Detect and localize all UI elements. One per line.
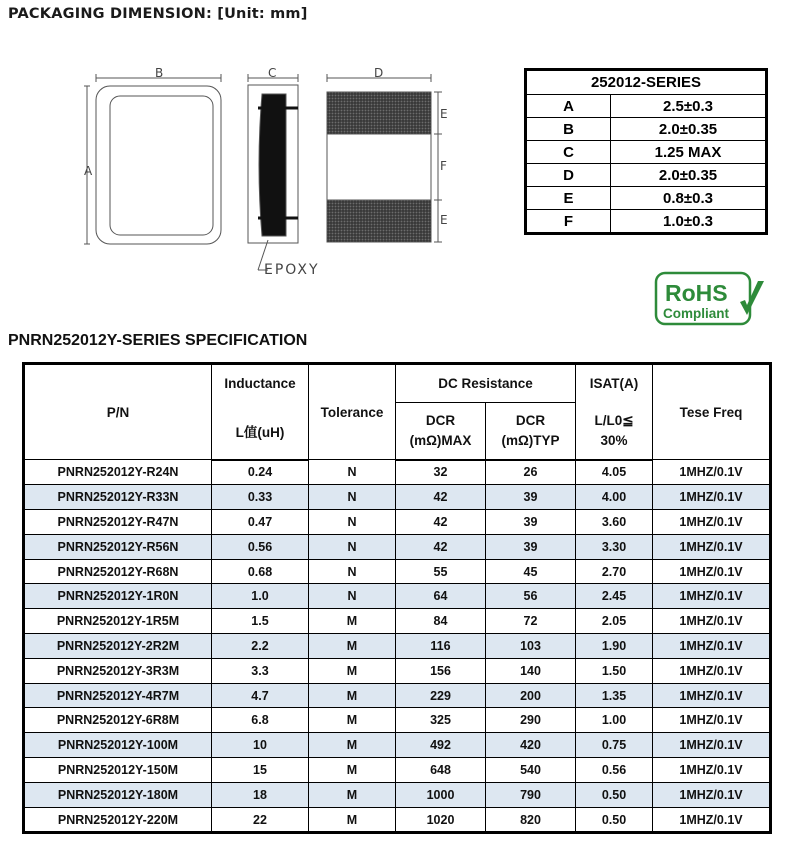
tolerance-cell: M — [309, 733, 396, 758]
dim-label-d: D — [374, 66, 384, 80]
dim-key: A — [526, 95, 611, 118]
inductance-cell: 18 — [212, 782, 309, 807]
spec-table — [22, 362, 772, 834]
test-freq-cell: 1MHZ/0.1V — [653, 559, 771, 584]
dim-value: 0.8±0.3 — [611, 187, 767, 210]
side-view — [248, 74, 298, 270]
spec-table-body — [24, 460, 771, 833]
dcr-typ-cell: 140 — [486, 658, 576, 683]
dcr-max-cell: 42 — [396, 510, 486, 535]
dcr-typ-cell: 39 — [486, 485, 576, 510]
tolerance-cell: M — [309, 807, 396, 833]
test-freq-cell: 1MHZ/0.1V — [653, 758, 771, 783]
table-row — [24, 460, 771, 485]
dcr-typ-cell: 103 — [486, 634, 576, 659]
part-number-cell: PNRN252012Y-1R5M — [24, 609, 212, 634]
dim-key: F — [526, 210, 611, 234]
test-freq-cell: 1MHZ/0.1V — [653, 683, 771, 708]
dim-label-a: A — [84, 164, 93, 178]
dim-value: 1.0±0.3 — [611, 210, 767, 234]
part-number-cell: PNRN252012Y-1R0N — [24, 584, 212, 609]
dcr-typ-cell: 39 — [486, 534, 576, 559]
test-freq-cell: 1MHZ/0.1V — [653, 460, 771, 485]
table-row — [24, 782, 771, 807]
table-row — [24, 510, 771, 535]
tolerance-cell: M — [309, 683, 396, 708]
dcr-max-cell: 492 — [396, 733, 486, 758]
test-freq-cell: 1MHZ/0.1V — [653, 708, 771, 733]
test-freq-cell: 1MHZ/0.1V — [653, 634, 771, 659]
dcr-typ-cell: 200 — [486, 683, 576, 708]
dcr-max-cell: 42 — [396, 485, 486, 510]
dcr-max-cell: 32 — [396, 460, 486, 485]
test-freq-cell: 1MHZ/0.1V — [653, 485, 771, 510]
tolerance-cell: N — [309, 559, 396, 584]
table-row — [24, 609, 771, 634]
header-tolerance: Tolerance — [309, 364, 396, 460]
part-number-cell: PNRN252012Y-220M — [24, 807, 212, 833]
rohs-text: RoHS — [665, 280, 728, 306]
part-number-cell: PNRN252012Y-R33N — [24, 485, 212, 510]
table-row — [24, 807, 771, 833]
header-dc-resistance: DC Resistance — [396, 364, 576, 403]
dim-value: 1.25 MAX — [611, 141, 767, 164]
tolerance-cell: M — [309, 609, 396, 634]
dcr-typ-cell: 820 — [486, 807, 576, 833]
dcr-max-cell: 1020 — [396, 807, 486, 833]
inductance-cell: 0.24 — [212, 460, 309, 485]
tolerance-cell: M — [309, 708, 396, 733]
part-number-cell: PNRN252012Y-180M — [24, 782, 212, 807]
dcr-typ-cell: 72 — [486, 609, 576, 634]
dim-label-f: F — [440, 159, 447, 173]
dcr-max-cell: 648 — [396, 758, 486, 783]
inductance-cell: 0.47 — [212, 510, 309, 535]
dcr-max-cell: 325 — [396, 708, 486, 733]
tolerance-cell: M — [309, 634, 396, 659]
header-dcr-max: DCR (mΩ)MAX — [396, 403, 486, 460]
part-number-cell: PNRN252012Y-R24N — [24, 460, 212, 485]
isat-cell: 4.05 — [576, 460, 653, 485]
dim-key: D — [526, 164, 611, 187]
header-dcr-typ: DCR (mΩ)TYP — [486, 403, 576, 460]
dcr-max-cell: 55 — [396, 559, 486, 584]
table-row — [24, 758, 771, 783]
dcr-max-cell: 1000 — [396, 782, 486, 807]
isat-cell: 0.56 — [576, 758, 653, 783]
test-freq-cell: 1MHZ/0.1V — [653, 658, 771, 683]
table-row — [24, 658, 771, 683]
test-freq-cell: 1MHZ/0.1V — [653, 733, 771, 758]
isat-cell: 1.50 — [576, 658, 653, 683]
isat-cell: 0.75 — [576, 733, 653, 758]
tolerance-cell: M — [309, 782, 396, 807]
tolerance-cell: M — [309, 658, 396, 683]
inductance-cell: 0.68 — [212, 559, 309, 584]
test-freq-cell: 1MHZ/0.1V — [653, 584, 771, 609]
table-row — [24, 683, 771, 708]
part-number-cell: PNRN252012Y-3R3M — [24, 658, 212, 683]
dcr-typ-cell: 39 — [486, 510, 576, 535]
dcr-max-cell: 116 — [396, 634, 486, 659]
dim-value: 2.5±0.3 — [611, 95, 767, 118]
isat-cell: 3.30 — [576, 534, 653, 559]
isat-cell: 3.60 — [576, 510, 653, 535]
front-view — [84, 74, 221, 244]
table-row — [24, 584, 771, 609]
inductance-cell: 0.56 — [212, 534, 309, 559]
inductance-cell: 0.33 — [212, 485, 309, 510]
dim-value: 2.0±0.35 — [611, 164, 767, 187]
packaging-title: PACKAGING DIMENSION: [Unit: mm] — [8, 6, 308, 22]
bottom-view — [327, 74, 442, 242]
spec-title: PNRN252012Y-SERIES SPECIFICATION — [8, 332, 308, 349]
inductance-cell: 15 — [212, 758, 309, 783]
dcr-max-cell: 84 — [396, 609, 486, 634]
inductance-cell: 2.2 — [212, 634, 309, 659]
part-number-cell: PNRN252012Y-R56N — [24, 534, 212, 559]
dcr-typ-cell: 56 — [486, 584, 576, 609]
isat-cell: 1.35 — [576, 683, 653, 708]
header-isat: ISAT(A) — [576, 364, 653, 403]
packaging-drawings — [0, 0, 520, 300]
test-freq-cell: 1MHZ/0.1V — [653, 534, 771, 559]
part-number-cell: PNRN252012Y-R68N — [24, 559, 212, 584]
header-test-freq: Tese Freq — [653, 364, 771, 460]
part-number-cell: PNRN252012Y-6R8M — [24, 708, 212, 733]
table-row — [24, 733, 771, 758]
tolerance-cell: N — [309, 460, 396, 485]
dcr-typ-cell: 26 — [486, 460, 576, 485]
table-row — [24, 485, 771, 510]
part-number-cell: PNRN252012Y-100M — [24, 733, 212, 758]
table-row — [24, 634, 771, 659]
isat-cell: 0.50 — [576, 782, 653, 807]
dim-label-e-bottom: E — [440, 213, 448, 227]
isat-cell: 2.70 — [576, 559, 653, 584]
inductance-cell: 1.0 — [212, 584, 309, 609]
dim-key: C — [526, 141, 611, 164]
test-freq-cell: 1MHZ/0.1V — [653, 609, 771, 634]
table-row — [24, 708, 771, 733]
inductance-cell: 10 — [212, 733, 309, 758]
table-row — [24, 559, 771, 584]
table-row — [24, 534, 771, 559]
header-isat-condition: L/L0≦ 30% — [576, 403, 653, 460]
dcr-typ-cell: 790 — [486, 782, 576, 807]
dim-value: 2.0±0.35 — [611, 118, 767, 141]
dim-label-e-top: E — [440, 107, 448, 121]
dim-label-c: C — [268, 66, 277, 80]
tolerance-cell: N — [309, 534, 396, 559]
dim-label-b: B — [155, 66, 164, 80]
dcr-typ-cell: 290 — [486, 708, 576, 733]
part-number-cell: PNRN252012Y-2R2M — [24, 634, 212, 659]
test-freq-cell: 1MHZ/0.1V — [653, 807, 771, 833]
dimension-table — [524, 68, 768, 235]
tolerance-cell: M — [309, 758, 396, 783]
dcr-max-cell: 229 — [396, 683, 486, 708]
inductance-cell: 4.7 — [212, 683, 309, 708]
compliant-text: Compliant — [663, 306, 729, 321]
header-inductance: Inductance — [212, 364, 309, 403]
tolerance-cell: N — [309, 510, 396, 535]
dimension-table-title: 252012-SERIES — [526, 70, 767, 95]
isat-cell: 2.45 — [576, 584, 653, 609]
inductance-cell: 3.3 — [212, 658, 309, 683]
part-number-cell: PNRN252012Y-4R7M — [24, 683, 212, 708]
epoxy-label: EPOXY — [264, 262, 320, 278]
isat-cell: 4.00 — [576, 485, 653, 510]
isat-cell: 0.50 — [576, 807, 653, 833]
dcr-typ-cell: 420 — [486, 733, 576, 758]
isat-cell: 1.90 — [576, 634, 653, 659]
isat-cell: 2.05 — [576, 609, 653, 634]
part-number-cell: PNRN252012Y-R47N — [24, 510, 212, 535]
inductance-cell: 1.5 — [212, 609, 309, 634]
test-freq-cell: 1MHZ/0.1V — [653, 510, 771, 535]
dim-key: B — [526, 118, 611, 141]
dcr-max-cell: 64 — [396, 584, 486, 609]
test-freq-cell: 1MHZ/0.1V — [653, 782, 771, 807]
rohs-compliant-logo — [654, 271, 766, 329]
inductance-cell: 6.8 — [212, 708, 309, 733]
inductance-cell: 22 — [212, 807, 309, 833]
isat-cell: 1.00 — [576, 708, 653, 733]
tolerance-cell: N — [309, 584, 396, 609]
header-inductance-unit: L值(uH) — [212, 403, 309, 460]
dcr-typ-cell: 45 — [486, 559, 576, 584]
part-number-cell: PNRN252012Y-150M — [24, 758, 212, 783]
header-pn: P/N — [24, 364, 212, 460]
dcr-max-cell: 156 — [396, 658, 486, 683]
dcr-typ-cell: 540 — [486, 758, 576, 783]
dcr-max-cell: 42 — [396, 534, 486, 559]
dim-key: E — [526, 187, 611, 210]
tolerance-cell: N — [309, 485, 396, 510]
